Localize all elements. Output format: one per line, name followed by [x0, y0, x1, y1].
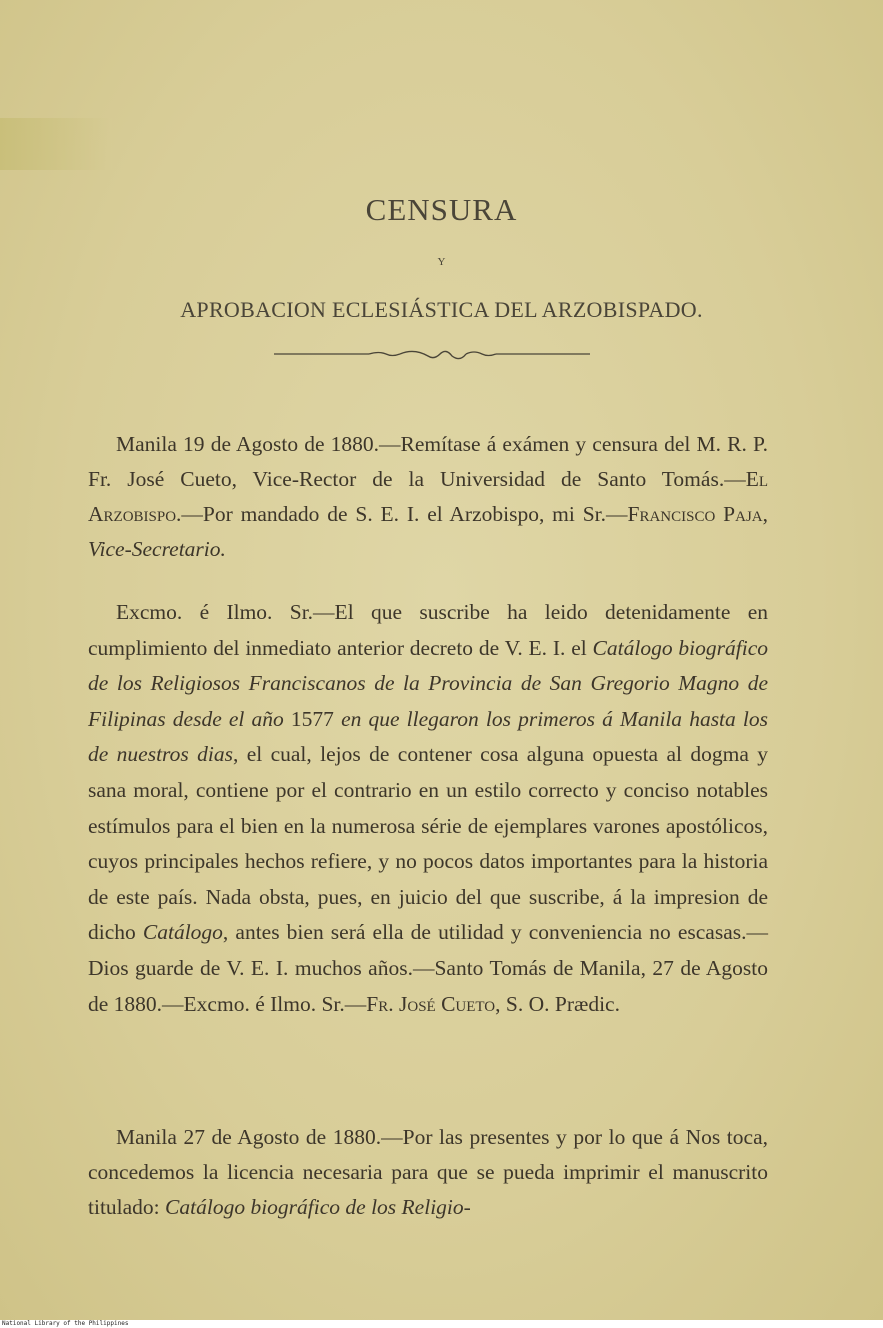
book-title-italic: Catálogo biográfico de los Religiosos Franciscanos de la Provincia de San Gregorio Magno de Filipinas desde el año — [88, 635, 768, 731]
censure-intro: Excmo. é Ilmo. Sr.—El que suscribe ha leido detenidamente en cumplimiento del inmediato anterior decreto de V. E. I. el — [88, 600, 768, 660]
censor-order: , S. O. Prædic. — [495, 991, 620, 1016]
license-text: Manila 27 de Agosto de 1880.—Por las presentes y por lo que á Nos toca, concedemos la licencia necesaria para que se pueda imprimir el manuscrito titulado: — [88, 1125, 768, 1219]
referral-text: Manila 19 de Agosto de 1880.—Remítase á exámen y censura del M. R. P. Fr. José Cueto, Vice-Rector de la Universidad de Santo Tomás.— — [88, 432, 768, 491]
paragraph-referral — [88, 427, 768, 567]
secretary-title: Vice-Secretario. — [88, 537, 226, 561]
signatory-censor: Fr. José Cueto — [366, 991, 496, 1016]
page-title: CENSURA — [365, 192, 518, 227]
title-conjunction: Y — [437, 256, 446, 268]
paper-stain — [0, 118, 112, 170]
license-book-title: Catálogo biográfico de los Religio- — [165, 1195, 471, 1219]
paragraph-license — [88, 1120, 768, 1225]
referral-text-2: .—Por mandado de S. E. I. el Arzobispo, mi Sr.— — [176, 502, 628, 526]
page-subtitle: APROBACION ECLESIÁSTICA DEL ARZOBISPADO. — [180, 297, 703, 322]
comma-sep: , — [762, 502, 768, 526]
censure-body: , el cual, lejos de contener cosa alguna opuesta al dogma y sana moral, contiene por el contrario en un estilo correcto y conciso notables estímulos para el bien en la numerosa série de ejemplares varones apostólicos, cuyos principales hechos refiere, y no pocos datos importantes para la historia de este país. Nada obsta, pues, en juicio del que suscribe, á la impresion de dicho — [88, 742, 768, 945]
book-title-italic-2: en que llegaron los primeros á Manila hasta los de nuestros dias — [88, 706, 769, 767]
paragraph-censure — [88, 595, 768, 1022]
signatory-secretary: Francisco Paja — [627, 502, 763, 526]
censure-closing: , antes bien será ella de utilidad y conveniencia no escasas.—Dios guarde de V. E. I. muchos años.—Santo Tomás de Manila, 27 de Agosto de 1880.—Excmo. é Ilmo. Sr.— — [88, 920, 768, 1016]
catalog-word: Catálogo — [142, 920, 223, 945]
library-watermark: National Library of the Philippines — [0, 1320, 883, 1328]
ornament-divider-icon — [274, 342, 590, 366]
signatory-archbishop: El Arzobispo — [88, 467, 768, 526]
book-year: 1577 — [283, 706, 342, 731]
